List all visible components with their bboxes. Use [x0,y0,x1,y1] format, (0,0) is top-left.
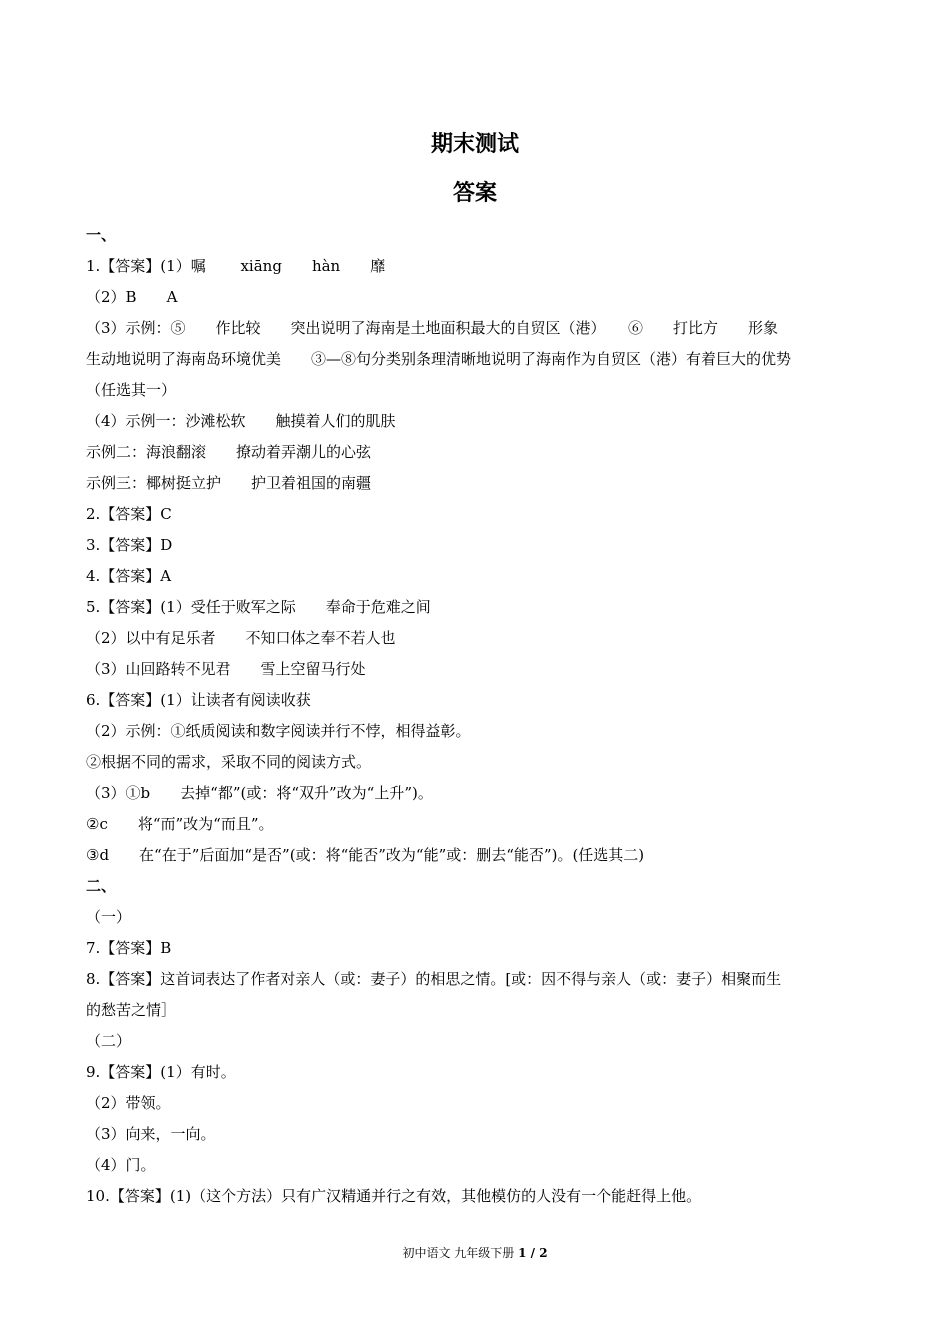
answer-line: 2.【答案】C [86,505,172,523]
answer-line: （3）向来，一向。 [86,1125,216,1143]
answer-line: ②根据不同的需求，采取不同的阅读方式。 [86,753,372,771]
page-subtitle: 答案 [452,181,497,206]
answer-line: 1.【答案】(1）嘱 xiāng hàn 靡 [86,257,386,275]
answer-line: 4.【答案】A [86,567,172,585]
answer-line: 8.【答案】这首词表达了作者对亲人（或：妻子）的相思之情。[或：因不得与亲人（或：妻子）相聚而生 [86,970,782,988]
answer-line: 5.【答案】(1）受任于败军之际 奉命于危难之间 [86,598,431,616]
answer-line: （2）示例：①纸质阅读和数字阅读并行不悖，相得益彰。 [86,722,471,740]
answer-line: （一） [86,908,132,926]
answer-line: 10.【答案】(1)（这个方法）只有广汉精通并行之有效，其他模仿的人没有一个能赶得上他。 [86,1187,702,1205]
answer-line: 9.【答案】(1）有时。 [86,1063,236,1081]
answer-content [86,220,866,1212]
section-heading: 一、 [86,226,117,244]
answer-line: （4）示例一：沙滩松软 触摸着人们的肌肤 [86,412,396,430]
answer-line: （2）带领。 [86,1094,171,1112]
answer-line: （3）山回路转不见君 雪上空留马行处 [86,660,366,678]
answer-line: 生动地说明了海南岛环境优美 ③—⑧句分类别条理清晰地说明了海南作为自贸区（港）有着巨大的优势 [86,350,792,368]
section-heading: 二、 [86,877,117,895]
answer-line: （二） [86,1032,132,1050]
answer-line: 示例二：海浪翻滚 撩动着弄潮儿的心弦 [86,443,372,461]
answer-line: （2）以中有足乐者 不知口体之奉不若人也 [86,629,396,647]
page-title: 期末测试 [430,132,519,157]
page-number: 1 / 2 [518,1246,548,1260]
page-footer [0,1244,950,1261]
footer-text: 初中语文 九年级下册 [402,1246,515,1260]
answer-line: ②c 将“而”改为“而且”。 [86,815,274,833]
answer-line: 3.【答案】D [86,536,173,554]
answer-line: （2）B A [86,288,178,306]
answer-line: （3）①b 去掉“都”(或：将“双升”改为“上升”)。 [86,784,433,802]
answer-line: 6.【答案】(1）让读者有阅读收获 [86,691,311,709]
answer-line: 7.【答案】B [86,939,172,957]
answer-line: （任选其一） [86,381,177,399]
answer-line: （3）示例：⑤ 作比较 突出说明了海南是土地面积最大的自贸区（港） ⑥ 打比方 形象 [86,319,779,337]
answer-line: （4）门。 [86,1156,156,1174]
answer-line: 示例三：椰树挺立护 护卫着祖国的南疆 [86,474,372,492]
answer-line: ③d 在“在于”后面加“是否”(或：将“能否”改为“能”或：删去“能否”)。(任选其二) [86,846,645,864]
answer-line: 的愁苦之情］ [86,1001,177,1019]
